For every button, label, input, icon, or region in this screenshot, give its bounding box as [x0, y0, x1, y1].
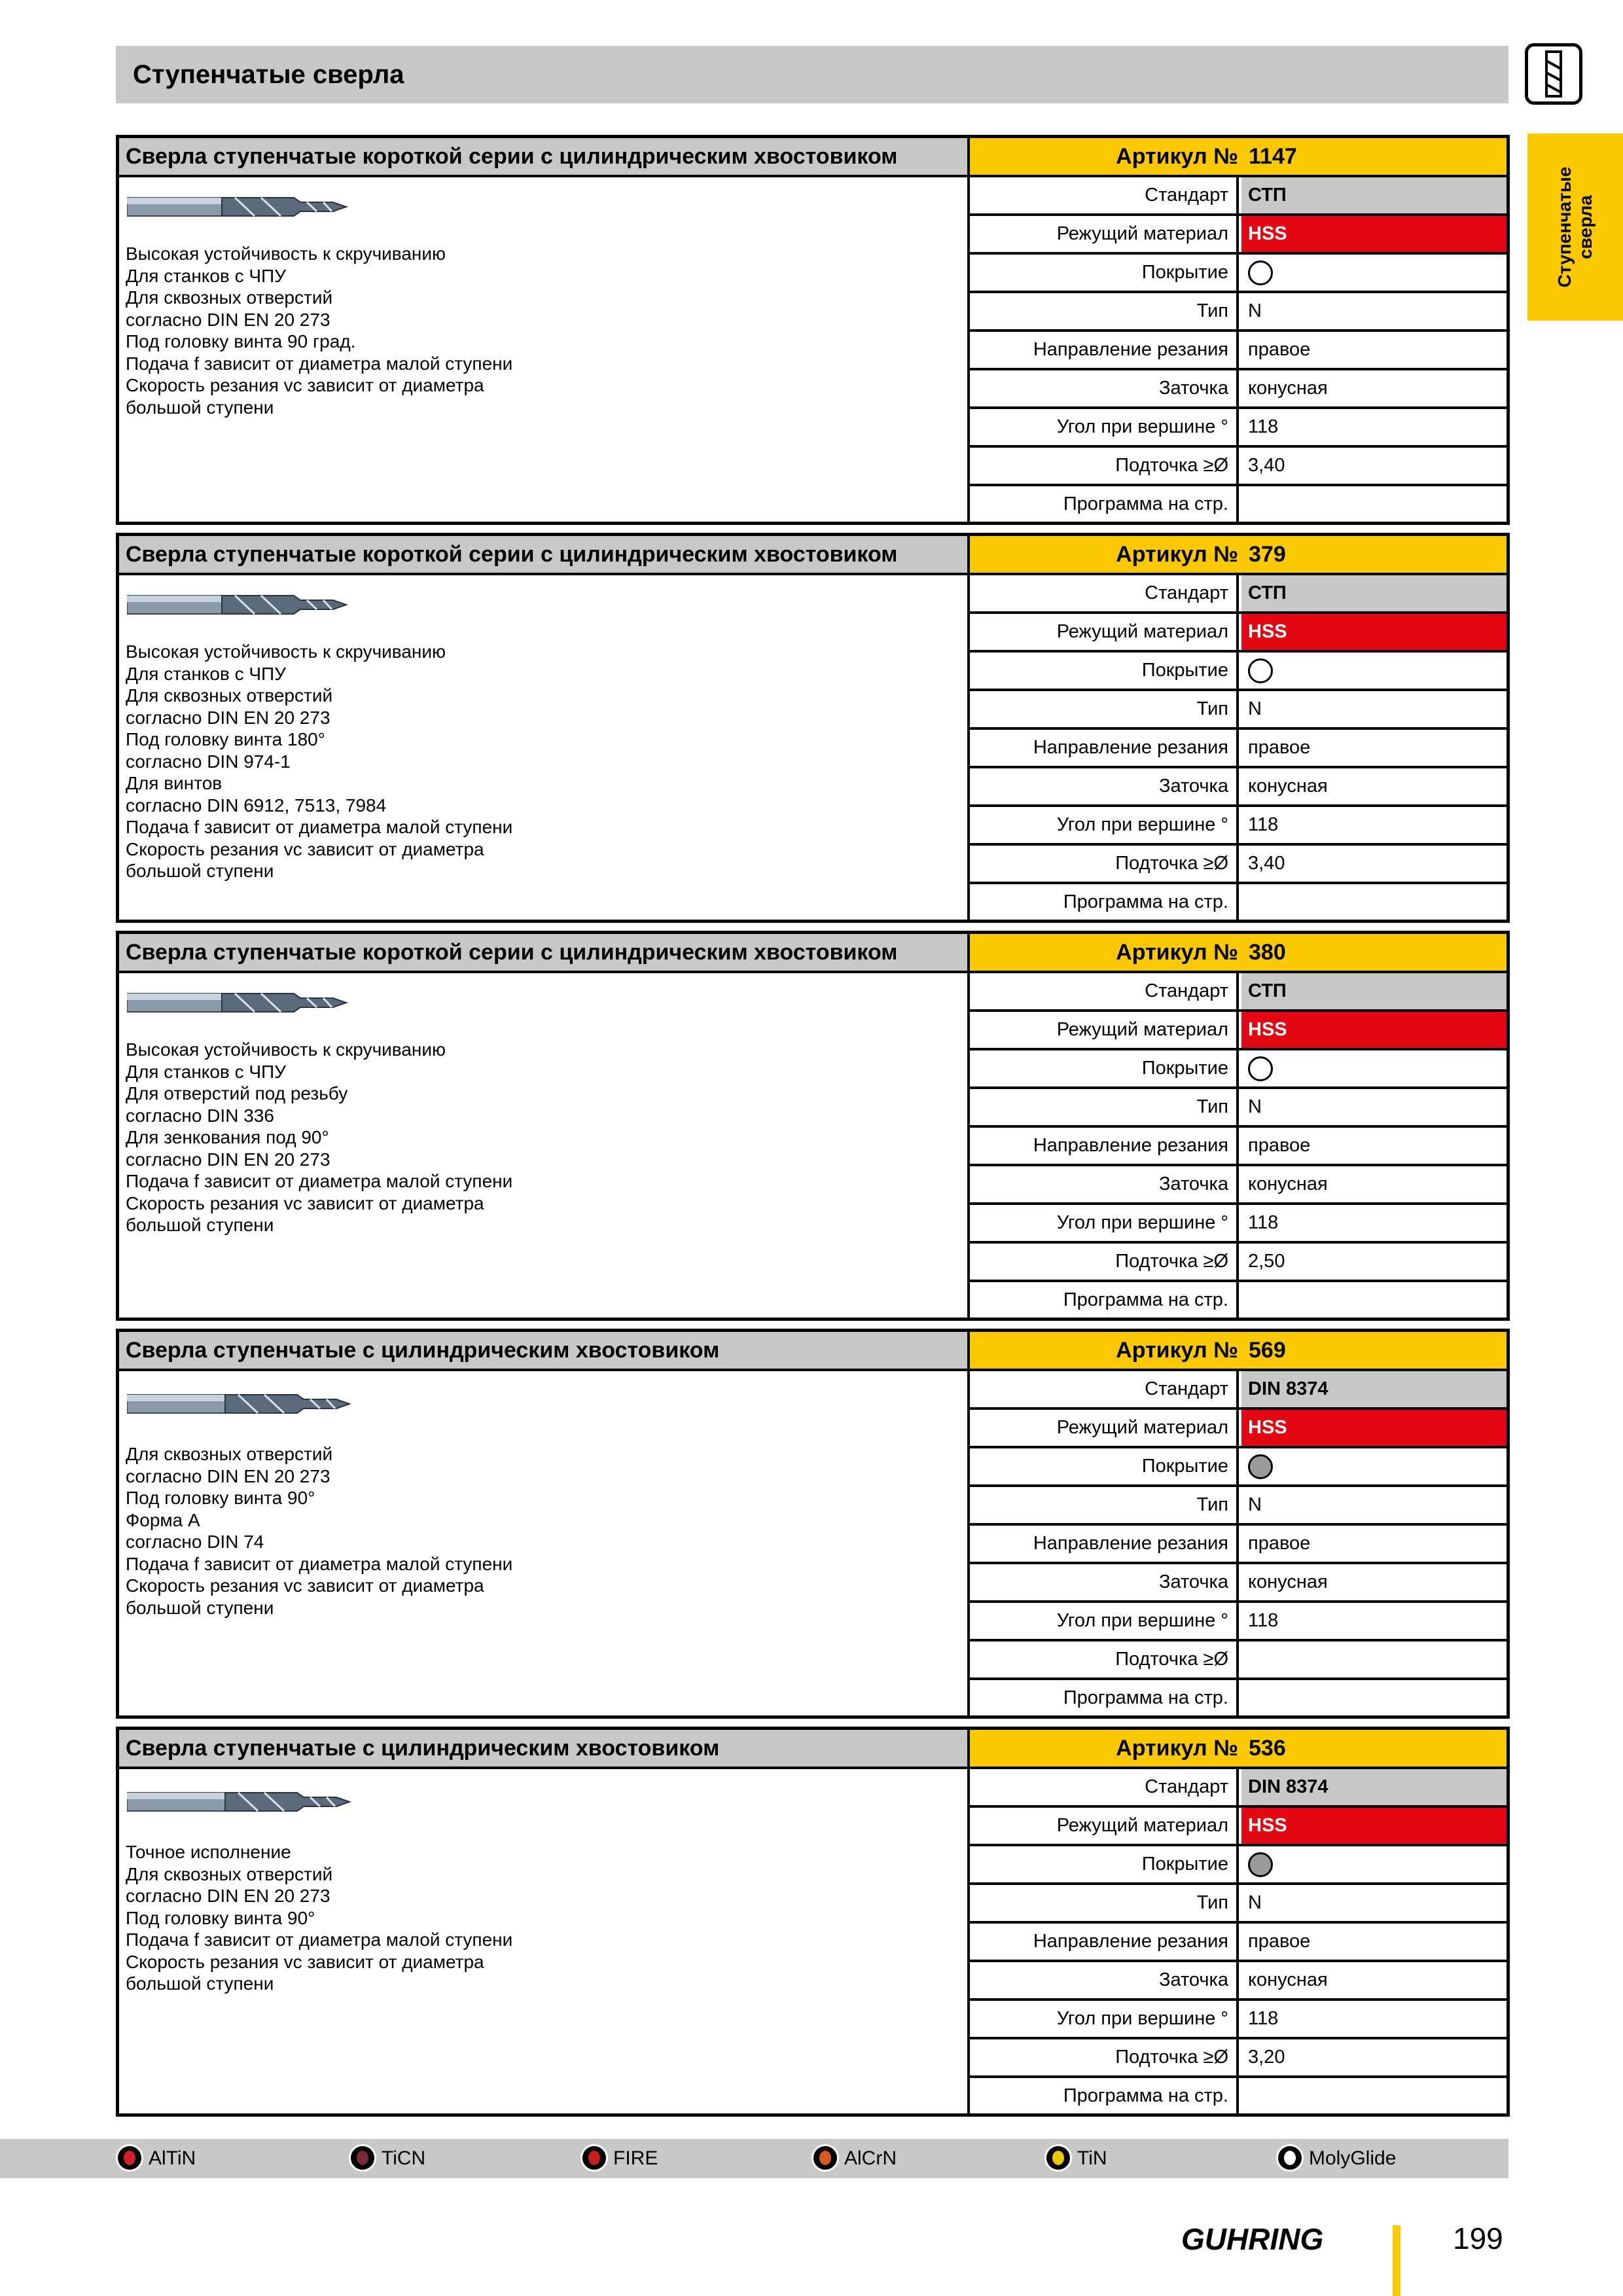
spec-row-angle — [970, 807, 1507, 846]
description-line: большой ступени — [126, 397, 274, 418]
description-line: Подача f зависит от диаметра малой ступени — [126, 353, 513, 374]
spec-label-material: Режущий материал — [970, 1012, 1239, 1048]
spec-table — [970, 1769, 1507, 2117]
spec-label-grind: Заточка — [970, 1166, 1239, 1202]
spec-value-subpoint: 2,50 — [1248, 1251, 1285, 1272]
coating-icon — [580, 2144, 608, 2172]
description-line: Для отверстий под резьбу — [126, 1083, 348, 1103]
spec-row-coating — [970, 1050, 1507, 1089]
coating-icon — [1044, 2144, 1072, 2172]
description-line: Для станков с ЧПУ — [126, 1061, 286, 1082]
spec-value-grind: конусная — [1248, 1969, 1328, 1990]
spec-row-angle — [970, 2001, 1507, 2039]
spec-label-direction: Направление резания — [970, 1128, 1239, 1164]
description-list — [126, 243, 512, 418]
description-line: Скорость резания vc зависит от диаметра — [126, 375, 484, 395]
description-line: Скорость резания vc зависит от диаметра — [126, 1575, 484, 1596]
section-header — [119, 1730, 1507, 1769]
section-title: Сверла ступенчатые с цилиндрическим хвостовиком — [119, 1332, 970, 1369]
description-line: Скорость резания vc зависит от диаметра — [126, 838, 484, 859]
spec-row-coating — [970, 1448, 1507, 1487]
description-line: Под головку винта 90 град. — [126, 331, 356, 351]
spec-value-type: N — [1248, 698, 1262, 719]
legend-label: AlTiN — [149, 2147, 196, 2169]
spec-row-material — [970, 216, 1507, 255]
step-drill-image — [127, 588, 363, 624]
description-list — [126, 1443, 512, 1619]
article-label: Артикул № — [1116, 940, 1238, 965]
spec-label-program: Программа на стр. — [970, 884, 1239, 923]
description-line: согласно DIN 336 — [126, 1105, 274, 1126]
legend-label: TiN — [1077, 2147, 1107, 2169]
spec-label-coating: Покрытие — [970, 1448, 1239, 1484]
description-line: согласно DIN EN 20 273 — [126, 1886, 330, 1906]
spec-table — [970, 177, 1507, 525]
spec-label-type: Тип — [970, 1089, 1239, 1125]
drill-chapter-icon — [1525, 43, 1582, 105]
description-line: Скорость резания vc зависит от диаметра — [126, 1951, 484, 1972]
step-drill-image — [127, 986, 363, 1022]
product-section — [116, 1329, 1510, 1719]
spec-row-grind — [970, 370, 1507, 409]
description-panel — [119, 177, 970, 522]
side-tab-label: Ступенчатые сверла — [1554, 166, 1596, 288]
spec-value-grind: конусная — [1248, 776, 1328, 797]
article-cell — [970, 536, 1507, 573]
description-line: Под головку винта 90° — [126, 1907, 315, 1928]
spec-row-type — [970, 293, 1507, 332]
spec-value-coating — [1241, 1846, 1507, 1882]
section-header — [119, 536, 1507, 575]
spec-row-coating — [970, 653, 1507, 691]
spec-label-type: Тип — [970, 1487, 1239, 1523]
article-cell — [970, 1332, 1507, 1369]
spec-row-coating — [970, 1846, 1507, 1885]
spec-label-material: Режущий материал — [970, 1410, 1239, 1446]
description-line: Для станков с ЧПУ — [126, 265, 286, 286]
spec-label-program: Программа на стр. — [970, 486, 1239, 525]
spec-value-material: HSS — [1241, 614, 1507, 650]
description-list — [126, 641, 512, 882]
spec-row-direction — [970, 730, 1507, 768]
article-cell — [970, 138, 1507, 175]
spec-row-subpoint — [970, 846, 1507, 884]
steam-coating-icon — [1248, 1454, 1273, 1479]
legend-label: AlCrN — [844, 2147, 897, 2169]
spec-row-type — [970, 691, 1507, 730]
product-section — [116, 135, 1510, 525]
product-section — [116, 931, 1510, 1321]
spec-value-type: N — [1248, 1494, 1262, 1515]
spec-row-angle — [970, 1603, 1507, 1641]
section-header — [119, 1332, 1507, 1371]
spec-value-direction: правое — [1248, 737, 1311, 758]
description-line: Высокая устойчивость к скручиванию — [126, 641, 446, 662]
spec-label-standard: Стандарт — [970, 1371, 1239, 1407]
description-line: Под головку винта 180° — [126, 729, 325, 749]
description-line: Высокая устойчивость к скручиванию — [126, 243, 446, 264]
coating-legend — [0, 2139, 1508, 2178]
article-label: Артикул № — [1116, 1736, 1238, 1761]
spec-label-material: Режущий материал — [970, 216, 1239, 252]
spec-row-direction — [970, 332, 1507, 370]
spec-row-subpoint — [970, 448, 1507, 486]
spec-value-standard: DIN 8374 — [1241, 1371, 1507, 1407]
description-line: Скорость резания vc зависит от диаметра — [126, 1193, 484, 1213]
coating-icon — [349, 2144, 376, 2172]
article-number[interactable]: 379 — [1249, 542, 1286, 567]
spec-value-angle: 118 — [1248, 814, 1279, 835]
spec-value-material: HSS — [1241, 1808, 1507, 1844]
spec-value-type: N — [1248, 1096, 1262, 1117]
section-header — [119, 934, 1507, 973]
legend-label: MolyGlide — [1309, 2147, 1397, 2169]
description-list — [126, 1039, 512, 1236]
spec-row-material — [970, 1410, 1507, 1448]
spec-label-type: Тип — [970, 691, 1239, 727]
description-line: Под головку винта 90° — [126, 1488, 315, 1508]
description-line: большой ступени — [126, 861, 274, 881]
spec-label-standard: Стандарт — [970, 1769, 1239, 1805]
spec-row-direction — [970, 1924, 1507, 1962]
description-line: согласно DIN EN 20 273 — [126, 1465, 330, 1486]
spec-label-material: Режущий материал — [970, 614, 1239, 650]
spec-value-program — [1241, 1282, 1507, 1321]
spec-value-subpoint: 3,40 — [1248, 853, 1285, 874]
spec-row-angle — [970, 409, 1507, 448]
spec-value-angle: 118 — [1248, 416, 1279, 437]
description-line: Для зенкования под 90° — [126, 1127, 329, 1147]
spec-label-direction: Направление резания — [970, 730, 1239, 766]
spec-value-standard: СТП — [1241, 575, 1507, 611]
description-list — [126, 1841, 512, 1995]
coating-icon — [812, 2144, 839, 2172]
spec-label-angle: Угол при вершине ° — [970, 1205, 1239, 1241]
description-line: Точное исполнение — [126, 1842, 291, 1862]
spec-row-program — [970, 884, 1507, 923]
spec-value-coating — [1241, 653, 1507, 689]
steam-coating-icon — [1248, 1852, 1273, 1877]
spec-label-coating: Покрытие — [970, 1050, 1239, 1086]
spec-row-subpoint — [970, 1641, 1507, 1680]
spec-label-subpoint: Подточка ≥Ø — [970, 1641, 1239, 1677]
page-title: Ступенчатые сверла — [133, 60, 404, 89]
legend-label: FIRE — [613, 2147, 658, 2169]
section-title: Сверла ступенчатые с цилиндрическим хвостовиком — [119, 1730, 970, 1767]
spec-label-coating: Покрытие — [970, 255, 1239, 291]
spec-label-direction: Направление резания — [970, 332, 1239, 368]
uncoated-icon — [1248, 260, 1273, 285]
spec-row-subpoint — [970, 1244, 1507, 1282]
spec-row-coating — [970, 255, 1507, 293]
spec-label-coating: Покрытие — [970, 1846, 1239, 1882]
spec-row-program — [970, 1282, 1507, 1321]
spec-label-angle: Угол при вершине ° — [970, 2001, 1239, 2037]
spec-label-grind: Заточка — [970, 768, 1239, 804]
spec-label-program: Программа на стр. — [970, 2078, 1239, 2117]
spec-table — [970, 1371, 1507, 1719]
spec-label-material: Режущий материал — [970, 1808, 1239, 1844]
spec-label-angle: Угол при вершине ° — [970, 807, 1239, 843]
legend-label: TiCN — [382, 2147, 426, 2169]
spec-label-standard: Стандарт — [970, 973, 1239, 1009]
description-line: Подача f зависит от диаметра малой ступени — [126, 1553, 513, 1574]
spec-value-angle: 118 — [1248, 2008, 1279, 2029]
section-header — [119, 138, 1507, 177]
description-line: согласно DIN 74 — [126, 1532, 264, 1552]
spec-value-angle: 118 — [1248, 1610, 1279, 1631]
spec-label-program: Программа на стр. — [970, 1282, 1239, 1321]
spec-label-grind: Заточка — [970, 370, 1239, 406]
coating-icon — [116, 2144, 143, 2172]
spec-value-standard: СТП — [1241, 973, 1507, 1009]
spec-label-standard: Стандарт — [970, 575, 1239, 611]
spec-row-angle — [970, 1205, 1507, 1244]
spec-row-type — [970, 1885, 1507, 1924]
article-number[interactable]: 1147 — [1249, 144, 1297, 169]
spec-label-standard: Стандарт — [970, 177, 1239, 213]
spec-value-coating — [1241, 1050, 1507, 1086]
spec-label-grind: Заточка — [970, 1962, 1239, 1998]
spec-row-program — [970, 1680, 1507, 1719]
spec-value-material: HSS — [1241, 1012, 1507, 1048]
spec-row-standard — [970, 973, 1507, 1012]
description-line: согласно DIN EN 20 273 — [126, 707, 330, 728]
article-label: Артикул № — [1116, 542, 1238, 567]
spec-value-grind: конусная — [1248, 1571, 1328, 1592]
spec-row-grind — [970, 768, 1507, 807]
spec-value-direction: правое — [1248, 339, 1311, 360]
spec-value-standard: DIN 8374 — [1241, 1769, 1507, 1805]
description-line: Для сквозных отверстий — [126, 685, 333, 706]
spec-value-angle: 118 — [1248, 1212, 1279, 1233]
section-title: Сверла ступенчатые короткой серии с цилиндрическим хвостовиком — [119, 934, 970, 971]
description-line: большой ступени — [126, 1973, 274, 1994]
description-panel — [119, 1769, 970, 2113]
spec-value-type: N — [1248, 300, 1262, 321]
spec-label-grind: Заточка — [970, 1564, 1239, 1600]
spec-value-grind: конусная — [1248, 378, 1328, 399]
description-line: Для станков с ЧПУ — [126, 663, 286, 684]
article-cell — [970, 1730, 1507, 1767]
coating-icon — [1276, 2144, 1304, 2172]
spec-row-standard — [970, 1769, 1507, 1808]
spec-row-direction — [970, 1128, 1507, 1166]
spec-label-angle: Угол при вершине ° — [970, 409, 1239, 445]
spec-label-direction: Направление резания — [970, 1526, 1239, 1562]
spec-row-standard — [970, 1371, 1507, 1410]
footer-accent-bar — [1393, 2225, 1400, 2296]
spec-label-subpoint: Подточка ≥Ø — [970, 448, 1239, 484]
spec-table — [970, 973, 1507, 1321]
spec-value-coating — [1241, 255, 1507, 291]
spec-row-material — [970, 1808, 1507, 1846]
spec-row-material — [970, 614, 1507, 653]
spec-value-program — [1241, 1680, 1507, 1719]
description-line: Подача f зависит от диаметра малой ступени — [126, 817, 513, 837]
description-line: Для винтов — [126, 773, 223, 793]
spec-row-standard — [970, 177, 1507, 216]
description-line: согласно DIN 6912, 7513, 7984 — [126, 795, 387, 816]
spec-value-material: HSS — [1241, 216, 1507, 252]
spec-row-type — [970, 1487, 1507, 1526]
article-number[interactable]: 536 — [1249, 1736, 1286, 1761]
section-title: Сверла ступенчатые короткой серии с цилиндрическим хвостовиком — [119, 138, 970, 175]
spec-label-angle: Угол при вершине ° — [970, 1603, 1239, 1639]
description-line: согласно DIN EN 20 273 — [126, 1149, 330, 1170]
article-number[interactable]: 380 — [1249, 940, 1286, 965]
spec-row-grind — [970, 1166, 1507, 1205]
description-panel — [119, 973, 970, 1318]
page-header — [116, 46, 1508, 103]
spec-value-grind: конусная — [1248, 1174, 1328, 1194]
guhring-logo — [1181, 2222, 1378, 2255]
description-panel — [119, 575, 970, 920]
description-line: Для сквозных отверстий — [126, 1863, 333, 1884]
spec-label-program: Программа на стр. — [970, 1680, 1239, 1719]
spec-value-type: N — [1248, 1892, 1262, 1913]
spec-value-subpoint: 3,40 — [1248, 455, 1285, 476]
spec-value-program — [1241, 2078, 1507, 2117]
side-tab[interactable] — [1527, 134, 1623, 321]
uncoated-icon — [1248, 1056, 1273, 1081]
spec-row-program — [970, 486, 1507, 525]
spec-label-coating: Покрытие — [970, 653, 1239, 689]
description-line: Подача f зависит от диаметра малой ступени — [126, 1171, 513, 1191]
spec-value-standard: СТП — [1241, 177, 1507, 213]
description-line: Для сквозных отверстий — [126, 1444, 333, 1464]
spec-row-direction — [970, 1526, 1507, 1564]
article-number[interactable]: 569 — [1249, 1338, 1286, 1363]
article-label: Артикул № — [1116, 144, 1238, 169]
spec-row-subpoint — [970, 2039, 1507, 2078]
description-line: большой ступени — [126, 1597, 274, 1618]
spec-value-program — [1241, 486, 1507, 525]
page-number: 199 — [1453, 2221, 1503, 2255]
description-line: согласно DIN 974-1 — [126, 751, 291, 772]
spec-row-type — [970, 1089, 1507, 1128]
svg-text:GUHRING: GUHRING — [1181, 2222, 1324, 2255]
uncoated-icon — [1248, 658, 1273, 683]
spec-value-program — [1241, 884, 1507, 923]
step-drill-image — [127, 190, 363, 226]
section-title: Сверла ступенчатые короткой серии с цилиндрическим хвостовиком — [119, 536, 970, 573]
spec-label-type: Тип — [970, 1885, 1239, 1921]
spec-label-type: Тип — [970, 293, 1239, 329]
description-line: согласно DIN EN 20 273 — [126, 309, 330, 330]
spec-value-coating — [1241, 1448, 1507, 1484]
spec-table — [970, 575, 1507, 923]
spec-value-subpoint — [1241, 1641, 1507, 1677]
product-section — [116, 1727, 1510, 2117]
article-label: Артикул № — [1116, 1338, 1238, 1363]
spec-row-grind — [970, 1962, 1507, 2001]
spec-row-standard — [970, 575, 1507, 614]
description-line: Высокая устойчивость к скручиванию — [126, 1039, 446, 1060]
spec-value-subpoint: 3,20 — [1248, 2047, 1285, 2068]
spec-label-subpoint: Подточка ≥Ø — [970, 2039, 1239, 2075]
product-section — [116, 533, 1510, 923]
description-line: Для сквозных отверстий — [126, 287, 333, 308]
spec-row-program — [970, 2078, 1507, 2117]
description-line: Подача f зависит от диаметра малой ступени — [126, 1929, 513, 1950]
spec-row-material — [970, 1012, 1507, 1050]
spec-value-direction: правое — [1248, 1135, 1311, 1156]
spec-value-direction: правое — [1248, 1931, 1311, 1952]
spec-row-grind — [970, 1564, 1507, 1603]
description-line: Форма А — [126, 1509, 200, 1530]
spec-label-subpoint: Подточка ≥Ø — [970, 846, 1239, 882]
spec-label-subpoint: Подточка ≥Ø — [970, 1244, 1239, 1280]
spec-value-material: HSS — [1241, 1410, 1507, 1446]
article-cell — [970, 934, 1507, 971]
spec-value-direction: правое — [1248, 1533, 1311, 1554]
step-drill-image — [127, 1384, 363, 1427]
spec-label-direction: Направление резания — [970, 1924, 1239, 1960]
description-line: большой ступени — [126, 1215, 274, 1235]
step-drill-image — [127, 1782, 363, 1825]
description-panel — [119, 1371, 970, 1715]
